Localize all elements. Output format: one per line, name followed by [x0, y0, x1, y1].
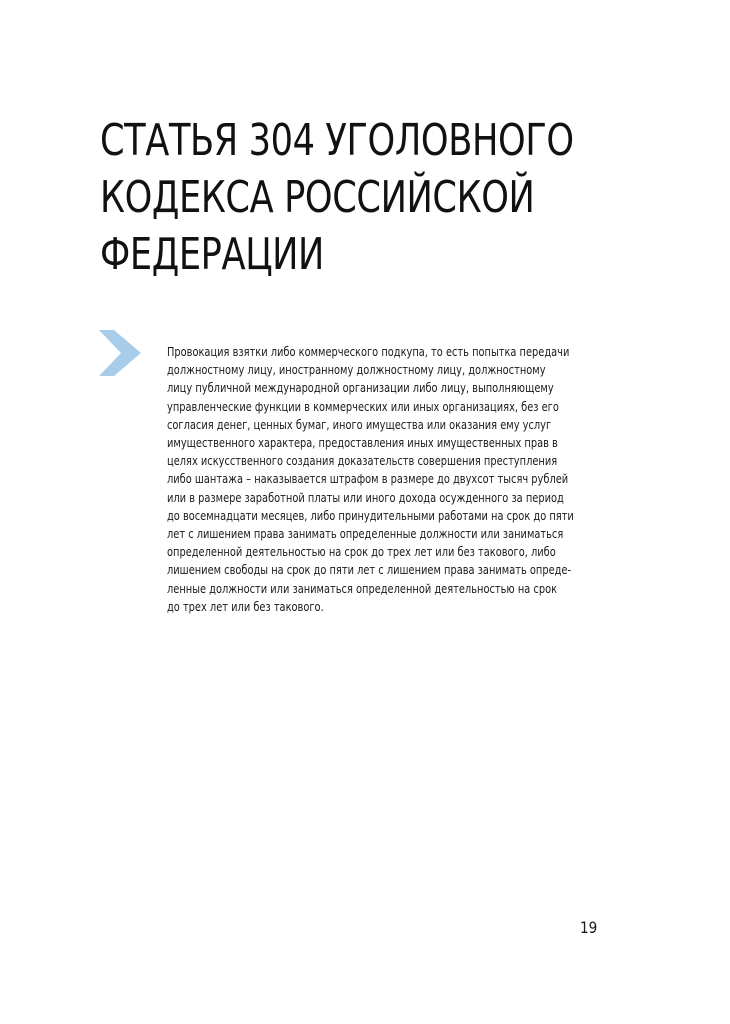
body-line: имущественного характера, предоставления иных имущественных прав в	[167, 436, 558, 451]
body-line: либо шантажа – наказывается штрафом в размере до двухсот тысяч рублей	[167, 472, 569, 487]
article-body	[167, 343, 612, 616]
body-line: должностному лицу, иностранному должностному лицу, должностному	[167, 363, 546, 378]
body-line: или в размере заработной платы или иного дохода осужденного за период	[167, 490, 564, 505]
body-line: лицу публичной международной организации либо лицу, выполняющему	[167, 381, 554, 396]
title-line: СТАТЬЯ 304 УГОЛОВНОГО	[100, 115, 574, 166]
page-number: 19	[580, 918, 598, 937]
body-line: лишением свободы на срок до пяти лет с лишением права занимать опреде-	[167, 563, 572, 578]
body-line: ленные должности или заниматься определенной деятельностью на срок	[167, 581, 558, 596]
body-line: лет с лишением права занимать определенные должности или заниматься	[167, 527, 564, 542]
article-title	[100, 112, 660, 283]
body-line: целях искусственного создания доказательств совершения преступления	[167, 454, 558, 469]
body-line: до трех лет или без такового.	[167, 599, 324, 614]
title-line: КОДЕКСА РОССИЙСКОЙ	[100, 172, 535, 223]
body-line: управленческие функции в коммерческих или иных организациях, без его	[167, 399, 559, 414]
chevron-right-icon	[99, 330, 141, 376]
body-line: согласия денег, ценных бумаг, иного имущества или оказания ему услуг	[167, 417, 552, 432]
body-line: определенной деятельностью на срок до трех лет или без такового, либо	[167, 545, 556, 560]
title-line: ФЕДЕРАЦИИ	[100, 229, 324, 280]
chevron-shape	[99, 330, 141, 376]
body-line: до восемнадцати месяцев, либо принудительными работами на срок до пяти	[167, 508, 574, 523]
body-line: Провокация взятки либо коммерческого подкупа, то есть попытка передачи	[167, 345, 570, 359]
